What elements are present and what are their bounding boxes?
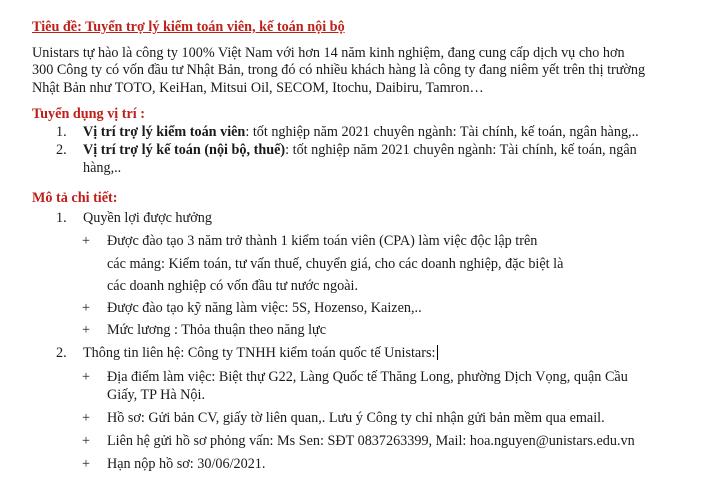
position-2-desc: : tốt nghiệp năm 2021 chuyên ngành: Tài chính, kế toán, ngân [285,142,637,158]
position-2-number: 2. [56,142,67,158]
text-cursor [437,345,438,360]
bullet-marker: + [82,433,91,449]
contact-title-row [83,345,438,362]
bullet-marker: + [82,300,91,316]
contact-number: 2. [56,345,67,361]
benefit-3: Mức lương : Thỏa thuận theo năng lực [107,322,327,338]
benefit-2: Được đào tạo kỹ năng làm việc: 5S, Hozenso, Kaizen,.. [107,300,422,316]
bullet-marker: + [82,369,91,385]
benefits-title: Quyền lợi được hưởng [83,210,212,226]
bullet-marker: + [82,456,91,472]
contact-location-line-1: Địa điểm làm việc: Biệt thự G22, Làng Quốc tế Thăng Long, phường Dịch Vọng, quận Cầu [107,369,628,385]
intro-line-3: Nhật Bản như TOTO, KeiHan, Mitsui Oil, SECOM, Itochu, Daibiru, Tamron… [32,80,484,96]
detail-heading: Mô tả chi tiết: [32,190,118,206]
intro-line-1: Unistars tự hào là công ty 100% Việt Nam với hơn 14 năm kinh nghiệm, đang cung cấp dịch vụ cho hơn [32,45,625,61]
recruit-heading: Tuyển dụng vị trí : [32,106,146,122]
contact-documents: Hồ sơ: Gửi bản CV, giấy tờ liên quan,. Lưu ý Công ty chỉ nhận gửi bản mềm qua email. [107,410,605,426]
bullet-marker: + [82,233,91,249]
contact-title: Thông tin liên hệ: Công ty TNHH kiểm toán quốc tế Unistars: [83,345,436,361]
contact-location-line-2: Giấy, TP Hà Nội. [107,387,205,403]
position-1-desc: : tốt nghiệp năm 2021 chuyên ngành: Tài chính, kế toán, ngân hàng,.. [245,124,639,140]
position-1 [83,124,639,141]
benefit-1-line-2: các mảng: Kiểm toán, tư vấn thuế, chuyển giá, cho các doanh nghiệp, đặc biệt là [107,256,564,272]
bullet-marker: + [82,410,91,426]
benefit-1-line-1: Được đào tạo 3 năm trở thành 1 kiểm toán viên (CPA) làm việc độc lập trên [107,233,538,249]
position-2 [83,142,637,159]
intro-line-2: 300 Công ty có vốn đầu tư Nhật Bản, trong đó có nhiều khách hàng là công ty đang niêm yết trên thị trường [32,62,646,78]
bullet-marker: + [82,322,91,338]
benefit-1-line-3: các doanh nghiệp có vốn đầu tư nước ngoài. [107,278,358,294]
position-2-desc-cont: hàng,.. [83,160,122,176]
position-1-title: Vị trí trợ lý kiểm toán viên [83,124,246,140]
benefits-number: 1. [56,210,67,226]
contact-phone-mail: Liên hệ gửi hồ sơ phỏng vấn: Ms Sen: SĐT 0837263399, Mail: hoa.nguyen@unistars.edu.vn [107,433,635,449]
document-title: Tiêu đề: Tuyển trợ lý kiểm toán viên, kế toán nội bộ [32,19,345,35]
contact-deadline: Hạn nộp hồ sơ: 30/06/2021. [107,456,266,472]
position-1-number: 1. [56,124,67,140]
position-2-title: Vị trí trợ lý kế toán (nội bộ, thuế) [83,142,286,158]
